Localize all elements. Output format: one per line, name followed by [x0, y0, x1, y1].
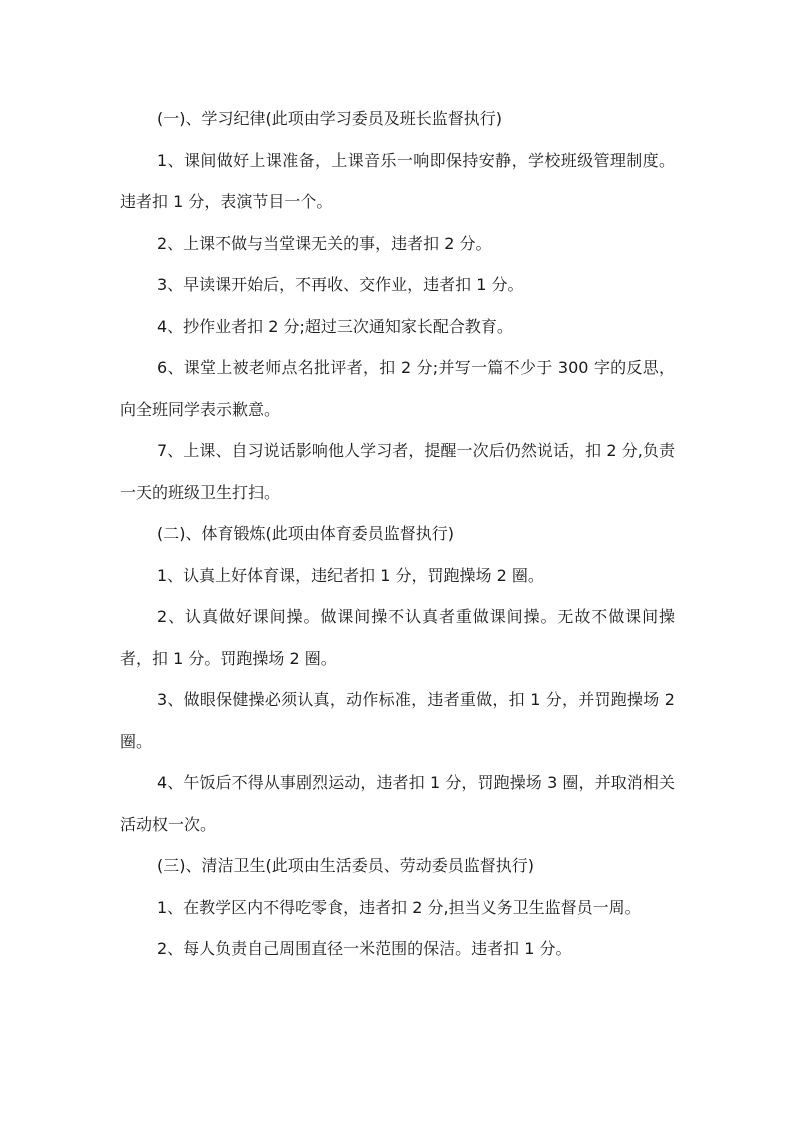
rule-paragraph: 2、上课不做与当堂课无关的事，违者扣 2 分。 — [157, 233, 492, 253]
rule-paragraph: 2、每人负责自己周围直径一米范围的保洁。违者扣 1 分。 — [157, 939, 572, 958]
section-heading-sports: (二)、体育锻炼(此项由体育委员监督执行) — [157, 524, 454, 543]
rule-paragraph: 1、课间做好上课准备，上课音乐一响即保持安静，学校班级管理制度。违者扣 1 分，表演节目一个。 — [120, 150, 675, 211]
section-heading-discipline: (一)、学习纪律(此项由学习委员及班长监督执行) — [157, 109, 502, 128]
section-heading-hygiene: (三)、清洁卫生(此项由生活委员、劳动委员监督执行) — [157, 856, 534, 875]
document-page — [120, 98, 675, 970]
rule-paragraph: 4、抄作业者扣 2 分;超过三次通知家长配合教育。 — [157, 316, 513, 336]
rule-paragraph: 1、在教学区内不得吃零食，违者扣 2 分,担当义务卫生监督员一周。 — [157, 897, 641, 917]
rule-paragraph: 3、做眼保健操必须认真，动作标准，违者重做，扣 1 分，并罚跑操场 2 圈。 — [120, 690, 675, 751]
rule-paragraph: 1、认真上好体育课，违纪者扣 1 分，罚跑操场 2 圈。 — [157, 565, 544, 585]
rule-paragraph: 3、早读课开始后，不再收、交作业，违者扣 1 分。 — [157, 275, 524, 294]
rule-paragraph: 7、上课、自习说话影响他人学习者，提醒一次后仍然说话，扣 2 分,负责一天的班级卫生打扫。 — [120, 441, 675, 502]
rule-paragraph: 6、课堂上被老师点名批评者，扣 2 分;并写一篇不少于 300 字的反思，向全班同学表示歉意。 — [120, 358, 675, 419]
rule-paragraph: 2、认真做好课间操。做课间操不认真者重做课间操。无故不做课间操者，扣 1 分。罚跑操场 2 圈。 — [120, 607, 675, 668]
rule-paragraph: 4、午饭后不得从事剧烈运动，违者扣 1 分，罚跑操场 3 圈，并取消相关活动权一次。 — [120, 773, 675, 834]
